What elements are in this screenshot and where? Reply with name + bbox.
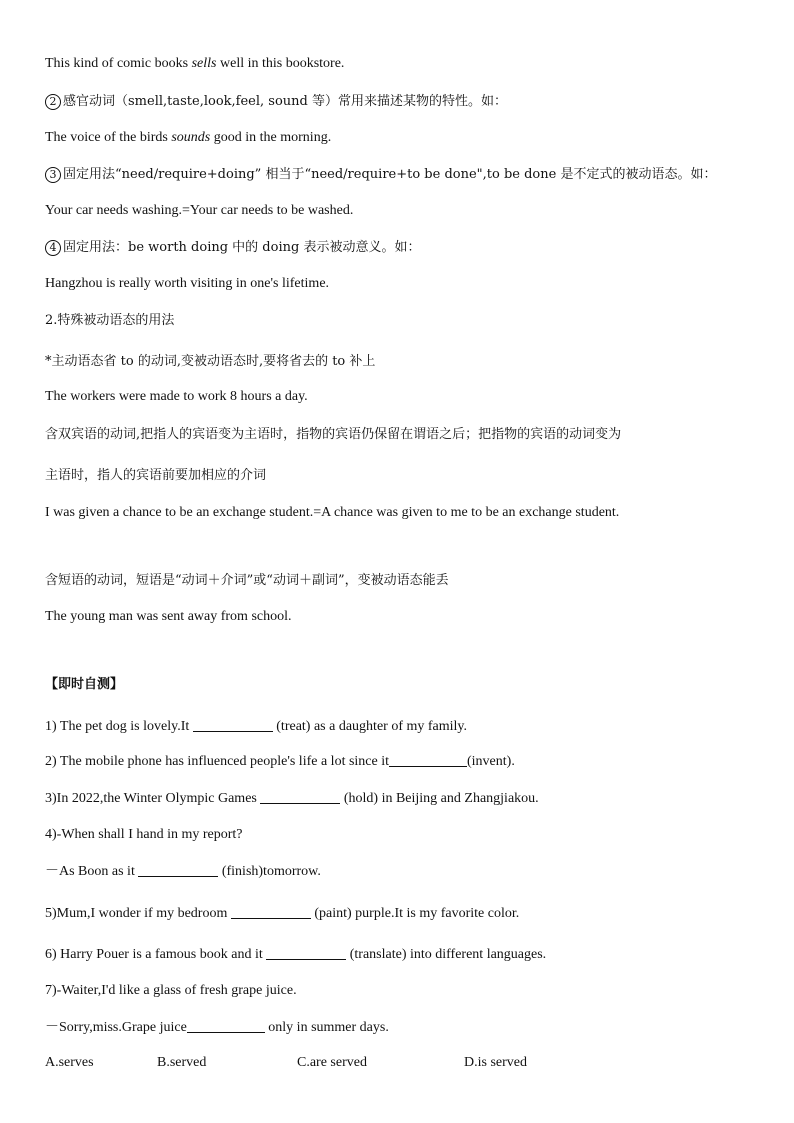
answer-blank[interactable]	[266, 946, 346, 960]
option-d[interactable]: D.is served	[464, 1055, 527, 1070]
special-rule-3: 含短语的动词，短语是“动词＋介词”或“动词＋副词”，变被动语态能丢	[45, 573, 449, 588]
answer-blank[interactable]	[231, 905, 311, 919]
rule3-example: Your car needs washing.=Your car needs to be washed.	[45, 203, 354, 218]
rule1-example: This kind of comic books sells well in this bookstore.	[45, 56, 345, 71]
quiz-question-6: 6) Harry Pouer is a famous book and it (translate) into different languages.	[45, 947, 547, 962]
special-rule-2-example: I was given a chance to be an exchange student.=A chance was given to me to be an exchange student.	[45, 505, 620, 520]
quiz-question-1: 1) The pet dog is lovely.It (treat) as a daughter of my family.	[45, 719, 468, 734]
option-a[interactable]: A.serves	[45, 1055, 94, 1070]
rule4-example: Hangzhou is really worth visiting in one's lifetime.	[45, 276, 330, 291]
option-b[interactable]: B.served	[157, 1055, 207, 1070]
quiz-title: 【即时自测】	[45, 677, 124, 692]
quiz-question-4-answer: －As Boon as it (finish)tomorrow.	[45, 864, 321, 879]
answer-blank[interactable]	[389, 753, 467, 767]
circled-number: 3	[45, 167, 61, 183]
option-c[interactable]: C.are served	[297, 1055, 367, 1070]
special-rule-2: 含双宾语的动词,把指人的宾语变为主语时，指物的宾语仍保留在谓语之后；把指物的宾语的动词变为	[45, 427, 622, 442]
rule2: 2 感官动词（smell,taste,look,feel, sound 等）常用来描述某物的特性。如：	[45, 93, 507, 111]
answer-blank[interactable]	[187, 1019, 265, 1033]
quiz-question-4: 4)-When shall I hand in my report?	[45, 827, 243, 842]
circled-number: 4	[45, 240, 61, 256]
answer-blank[interactable]	[260, 790, 340, 804]
special-rule-1-example: The workers were made to work 8 hours a day.	[45, 389, 308, 404]
quiz-question-5: 5)Mum,I wonder if my bedroom (paint) purple.It is my favorite color.	[45, 906, 520, 921]
quiz-question-7: 7)-Waiter,I'd like a glass of fresh grape juice.	[45, 983, 297, 998]
special-rule-2-cont: 主语时，指人的宾语前要加相应的介词	[45, 468, 267, 483]
rule4: 4 固定用法：be worth doing 中的 doing 表示被动意义。如：	[45, 239, 420, 257]
rule2-example: The voice of the birds sounds good in the morning.	[45, 130, 332, 145]
special-rule-1: *主动语态省 to 的动词,变被动语态时,要将省去的 to 补上	[45, 354, 376, 369]
rule3: 3 固定用法“need/require+doing” 相当于“need/require+to be done",to be done 是不定式的被动语态。如：	[45, 166, 716, 184]
quiz-question-3: 3)In 2022,the Winter Olympic Games (hold) in Beijing and Zhangjiakou.	[45, 791, 539, 806]
quiz-question-7-answer: －Sorry,miss.Grape juice only in summer days.	[45, 1020, 389, 1035]
quiz-question-2: 2) The mobile phone has influenced people's life a lot since it (invent).	[45, 754, 515, 769]
answer-blank[interactable]	[193, 718, 273, 732]
answer-blank[interactable]	[138, 863, 218, 877]
circled-number: 2	[45, 94, 61, 110]
special-rule-3-example: The young man was sent away from school.	[45, 609, 292, 624]
section-title: 2.特殊被动语态的用法	[45, 313, 175, 328]
